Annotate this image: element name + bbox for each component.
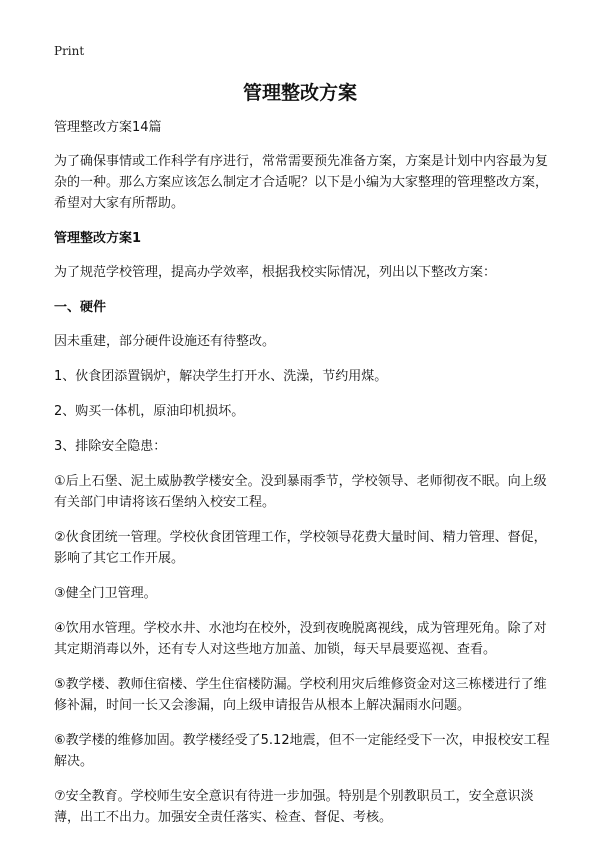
section-intro: 为了规范学校管理，提高办学效率，根据我校实际情况，列出以下整改方案： — [54, 265, 497, 280]
sub-list-item: ③健全门卫管理。 — [54, 586, 157, 601]
list-item: 2、购买一体机，原油印机损坏。 — [54, 404, 245, 419]
document-subtitle: 管理整改方案14篇 — [54, 120, 162, 135]
list-item: 1、伙食团添置锅炉，解决学生打开水、洗澡，节约用煤。 — [54, 369, 388, 384]
sub-list-item: ①后上石堡、泥土威胁教学楼安全。没到暴雨季节，学校领导、老师彻夜不眠。向上级有关部门申请将该石堡纳入校安工程。 — [54, 474, 547, 510]
sub-list-item: ④饮用水管理。学校水井、水池均在校外，没到夜晚脱离视线，成为管理死角。除了对其定期消毒以外，还有专人对这些地方加盖、加锁，每天早晨要巡视、查看。 — [54, 621, 547, 657]
document-body — [54, 117, 554, 842]
sub-list-item: ⑥教学楼的维修加固。教学楼经受了5.12地震，但不一定能经受下一次，申报校安工程解决。 — [54, 733, 550, 769]
sub-list-item: ②伙食团统一管理。学校伙食团管理工作，学校领导花费大量时间、精力管理、督促，影响了其它工作开展。 — [54, 530, 547, 566]
page-title: 管理整改方案 — [242, 82, 357, 104]
part-heading: 一、硬件 — [54, 300, 107, 315]
part-intro: 因未重建，部分硬件设施还有待整改。 — [54, 334, 276, 349]
intro-paragraph: 为了确保事情或工作科学有序进行，常常需要预先准备方案，方案是计划中内容最为复杂的一种。那么方案应该怎么制定才合适呢？以下是小编为大家整理的管理整改方案，希望对大家有所帮助。 — [54, 154, 549, 211]
sub-list-item: ⑤教学楼、教师住宿楼、学生住宿楼防漏。学校利用灾后维修资金对这三栋楼进行了维修补漏，时间一长又会渗漏，向上级申请报告从根本上解决漏雨水问题。 — [54, 677, 547, 713]
list-item: 3、排除安全隐患： — [54, 439, 167, 454]
sub-list-item: ⑦安全教育。学校师生安全意识有待进一步加强。特别是个别教职员工，安全意识淡薄，出工不出力。加强安全责任落实、检查、督促、考核。 — [54, 789, 534, 825]
print-label: Print — [54, 44, 85, 58]
section-heading: 管理整改方案1 — [54, 231, 142, 246]
